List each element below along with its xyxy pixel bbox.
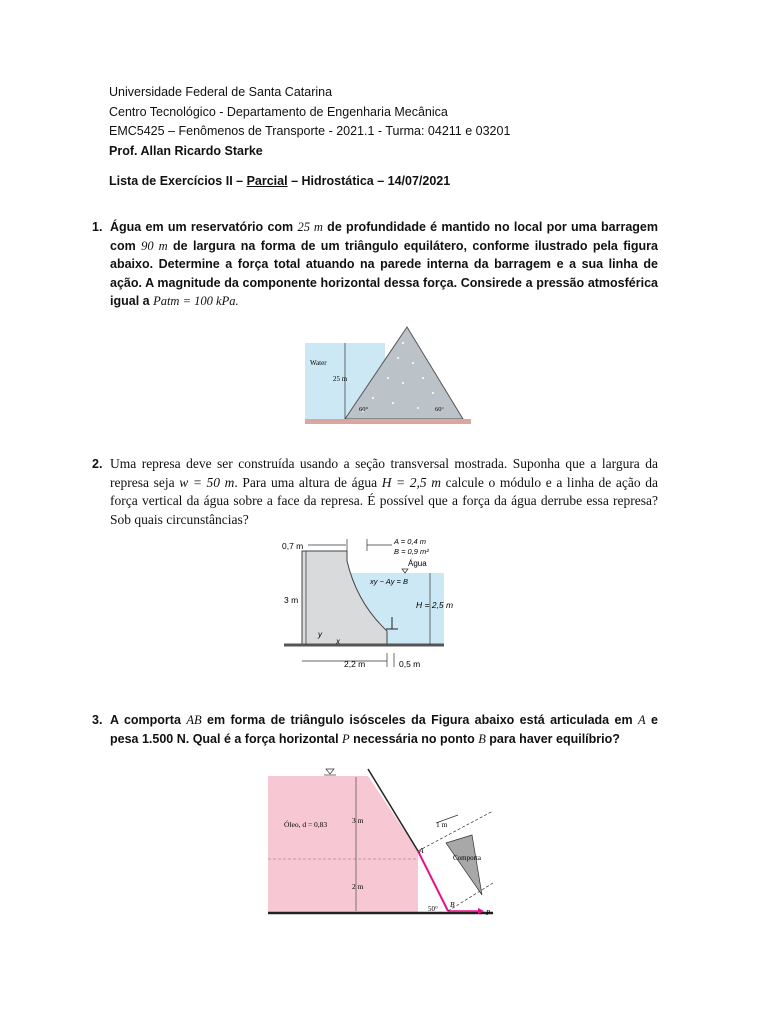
curve-equation-label: xy − Ay = B — [370, 577, 409, 586]
gate-label: Comporta — [453, 854, 481, 862]
text-run: A comporta — [110, 713, 187, 727]
text-run: em forma de triângulo isósceles da Figura abaixo está articulada em — [201, 713, 638, 727]
list-title-prefix: Lista de Exercícios II – — [109, 174, 247, 188]
university-name: Universidade Federal de Santa Catarina — [109, 85, 333, 99]
y-axis-label: y — [318, 630, 322, 639]
text-run: de profundidade é mantido no local por uma barragem com — [110, 220, 658, 253]
gate-projection-line — [448, 883, 493, 911]
x-axis-label: x — [336, 637, 340, 646]
top-width-label: 0,7 m — [282, 541, 304, 551]
math-run: 90 m — [141, 238, 168, 253]
question-3 — [92, 711, 658, 748]
gate-triangle — [446, 835, 482, 895]
figure-dam-triangle — [303, 323, 473, 425]
angle-label: 50° — [428, 905, 438, 913]
force-P-label: P — [486, 909, 491, 917]
depth-upper-label: 3 m — [352, 816, 364, 825]
offset-label: 0,5 m — [399, 659, 421, 669]
question-text — [110, 455, 658, 529]
math-run: Patm = 100 kPa. — [153, 294, 239, 308]
math-run: AB — [186, 713, 202, 727]
coef-B-label: B = 0,9 m² — [394, 547, 429, 556]
list-title — [109, 172, 510, 192]
math-run: P — [342, 731, 350, 746]
water-label: Water — [310, 359, 327, 367]
question-text — [110, 218, 658, 311]
water-label: Água — [408, 559, 427, 568]
figure-curved-dam — [282, 533, 482, 675]
question-number: 1. — [92, 220, 103, 234]
gate-width-label: 1 m — [436, 820, 448, 829]
point-A-label: A — [419, 846, 424, 855]
ground — [305, 419, 471, 424]
question-2 — [92, 455, 658, 529]
free-surface-icon — [326, 769, 334, 774]
math-run: w = 50 m — [179, 474, 235, 490]
math-run: A — [638, 713, 646, 727]
coef-A-label: A = 0,4 m — [394, 537, 427, 546]
list-title-suffix: – Hidrostática – 14/07/2021 — [287, 174, 451, 188]
angle-left-label: 60° — [359, 406, 369, 413]
text-run: de largura na forma de um triângulo equilátero, conforme ilustrado pela figura abaixo. Determine a força total atuando na parede interna da barragem e a sua linha de ação. A magnitude da componente horizontal dessa força. Consirede a pressão atmosférica igual a — [110, 238, 658, 308]
math-run: B — [478, 731, 486, 746]
figure-triangle-gate — [268, 763, 498, 921]
question-number: 3. — [92, 713, 103, 727]
depth-label: 25 m — [333, 375, 348, 383]
text-run: calcule o módulo e a linha de ação da força vertical da água sobre a face da represa. É possível que a força da água derrube essa represa? Sob quais circunstâncias? — [110, 474, 658, 527]
math-run: H = 2,5 m — [381, 474, 442, 490]
free-surface-icon — [402, 569, 408, 573]
angle-right-label: 60° — [435, 406, 445, 413]
course-info: EMC5425 – Fenômenos de Transporte - 2021.1 - Turma: 04211 e 03201 — [109, 124, 511, 138]
question-1 — [92, 218, 658, 311]
gate-line — [418, 851, 448, 911]
depth-lower-label: 2 m — [352, 882, 364, 891]
text-run: necessária no ponto — [349, 731, 479, 746]
question-number: 2. — [92, 457, 103, 471]
professor-name: Prof. Allan Ricardo Starke — [109, 143, 263, 158]
point-B-label: B — [450, 900, 455, 909]
text-run: Água em um reservatório com — [110, 220, 298, 234]
document-header — [109, 83, 510, 192]
oil-region — [268, 776, 418, 913]
text-run: . Para uma altura de água — [234, 474, 382, 490]
oil-label: Óleo, d = 0,83 — [284, 820, 328, 829]
question-text — [110, 711, 658, 748]
text-run: Uma represa deve ser construída usando a seção transversal mostrada. Suponha que a largura da represa seja — [110, 456, 658, 490]
water-height-label: H = 2,5 m — [416, 600, 454, 610]
base-width-label: 2,2 m — [344, 659, 366, 669]
text-run: para haver equilíbrio? — [485, 731, 620, 746]
height-label: 3 m — [284, 595, 299, 605]
math-run: 25 m — [297, 220, 323, 234]
department-name: Centro Tecnológico - Departamento de Engenharia Mecânica — [109, 104, 448, 119]
list-title-partial: Parcial — [246, 174, 288, 188]
text-run: e pesa 1.500 N. Qual é a força horizontal — [110, 713, 658, 746]
